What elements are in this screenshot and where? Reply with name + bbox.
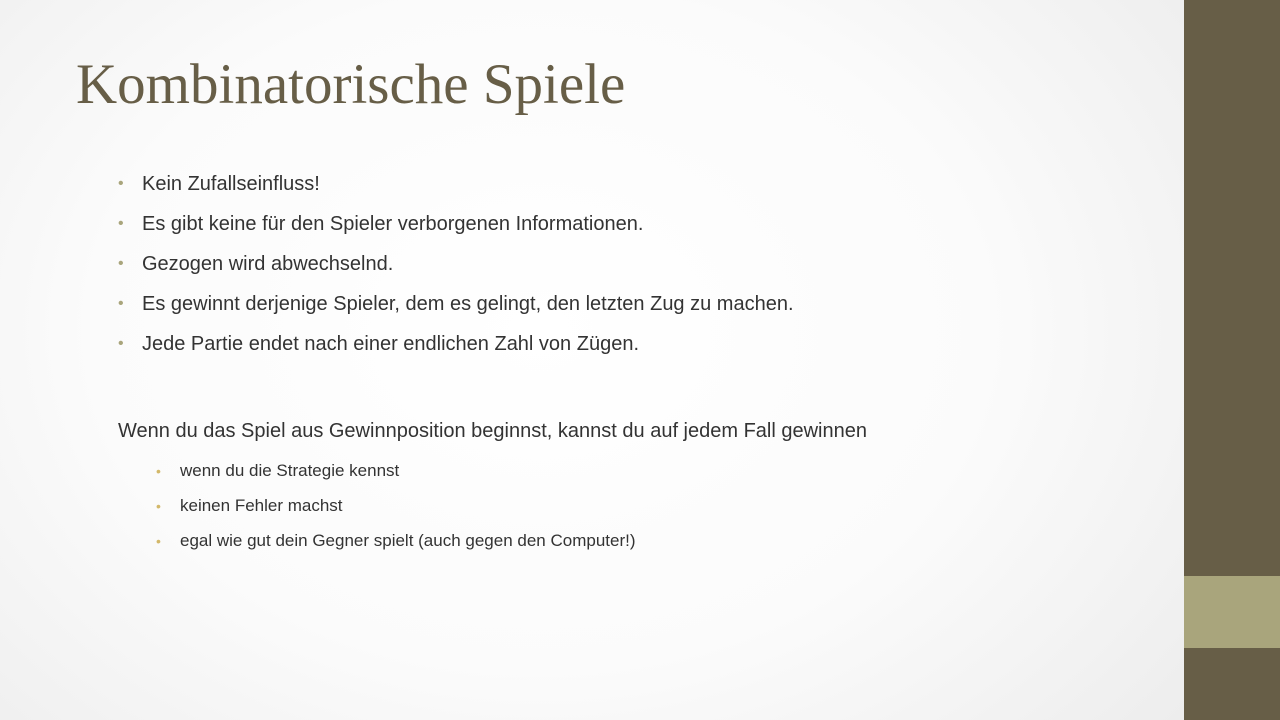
sub-bullet-item (156, 460, 636, 482)
bullet-text: Kein Zufallseinfluss! (142, 173, 320, 195)
bullet-text: Es gewinnt derjenige Spieler, dem es gelingt, den letzten Zug zu machen. (142, 293, 794, 315)
sub-bullet-item (156, 495, 636, 517)
bullet-list (118, 172, 794, 372)
sub-bullet-list (156, 460, 636, 565)
body-paragraph: Wenn du das Spiel aus Gewinnposition beginnst, kannst du auf jedem Fall gewinnen (118, 420, 867, 442)
sub-bullet-icon: • (156, 533, 161, 549)
bullet-icon: • (118, 175, 124, 192)
bullet-icon: • (118, 295, 124, 312)
bullet-text: Jede Partie endet nach einer endlichen Zahl von Zügen. (142, 333, 640, 355)
bullet-item (118, 332, 794, 356)
sub-bullet-icon: • (156, 498, 161, 514)
sub-bullet-item (156, 530, 636, 552)
bullet-item (118, 172, 794, 196)
bullet-item (118, 292, 794, 316)
bullet-text: Es gibt keine für den Spieler verborgenen Informationen. (142, 213, 644, 235)
sub-bullet-text: egal wie gut dein Gegner spielt (auch gegen den Computer!) (180, 531, 636, 550)
sub-bullet-text: keinen Fehler machst (180, 496, 343, 515)
bullet-text: Gezogen wird abwechselnd. (142, 253, 394, 275)
bullet-icon: • (118, 335, 124, 352)
bullet-item (118, 252, 794, 276)
slide-title: Kombinatorische Spiele (76, 53, 626, 116)
sub-bullet-icon: • (156, 463, 161, 479)
bullet-icon: • (118, 215, 124, 232)
sub-bullet-text: wenn du die Strategie kennst (180, 461, 400, 480)
bullet-icon: • (118, 255, 124, 272)
bullet-item (118, 212, 794, 236)
sidebar-accent-block (1184, 576, 1280, 648)
